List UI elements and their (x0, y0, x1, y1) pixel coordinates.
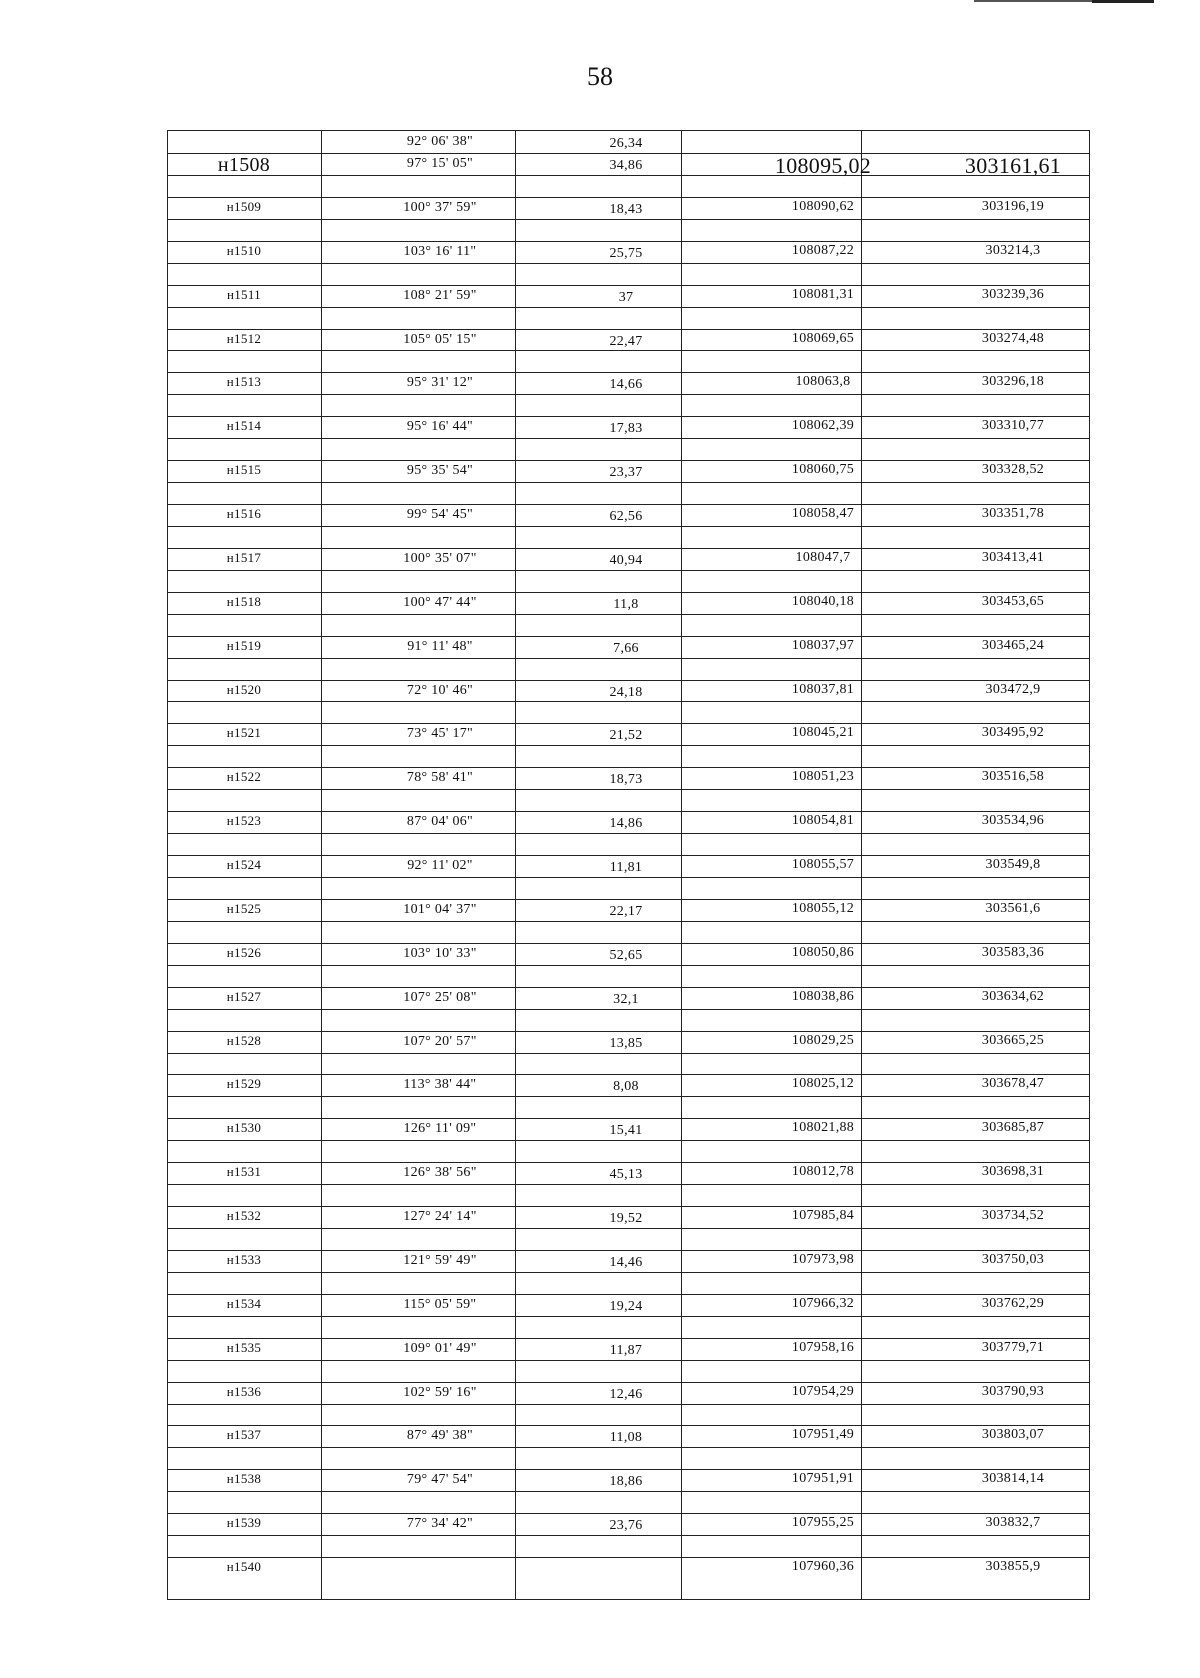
table-row (168, 526, 1089, 569)
coordinates-table (167, 130, 1090, 1600)
table-row (168, 965, 1089, 1008)
segment-angle: 109° 01' 49" (403, 1341, 477, 1356)
coord-x: 108012,78 (791, 1164, 855, 1179)
segment-distance: 14,66 (609, 377, 643, 392)
coord-x: 107985,84 (791, 1208, 855, 1223)
coord-y: 303465,24 (981, 638, 1045, 653)
table-row (168, 1491, 1089, 1534)
point-name: н1529 (226, 1076, 262, 1091)
coord-x: 107960,36 (791, 1559, 855, 1574)
table-row (168, 1140, 1089, 1183)
segment-distance: 8,08 (613, 1079, 639, 1094)
point-name: н1523 (226, 813, 262, 828)
table-row (168, 394, 1089, 437)
coord-x: 108060,75 (791, 462, 855, 477)
table-row (168, 1272, 1089, 1315)
segment-angle: 99° 54' 45" (406, 507, 474, 522)
coord-y: 303665,25 (981, 1033, 1045, 1048)
coord-x: 108063,8 (795, 374, 851, 389)
segment-distance: 11,81 (609, 860, 643, 875)
coord-x: 107958,16 (791, 1340, 855, 1355)
segment-angle: 87° 49' 38" (406, 1428, 474, 1443)
coord-x: 108095,02 (774, 153, 872, 178)
segment-distance: 37 (618, 290, 634, 305)
coord-y: 303832,7 (985, 1515, 1041, 1530)
coord-y: 303790,93 (981, 1384, 1045, 1399)
segment-distance: 22,17 (609, 904, 643, 919)
point-name: н1527 (226, 989, 262, 1004)
coord-y: 303779,71 (981, 1340, 1045, 1355)
table-row (168, 350, 1089, 393)
point-name: н1524 (226, 857, 262, 872)
segment-angle: 108° 21' 59" (403, 288, 477, 303)
coord-y: 303634,62 (981, 989, 1045, 1004)
table-row (168, 789, 1089, 832)
coord-x: 107954,29 (791, 1384, 855, 1399)
segment-distance: 23,76 (609, 1518, 643, 1533)
point-name: н1533 (226, 1252, 262, 1267)
segment-angle: 100° 37' 59" (403, 200, 477, 215)
point-name: н1531 (226, 1164, 262, 1179)
table-row (168, 877, 1089, 920)
table-row (168, 745, 1089, 788)
segment-distance: 25,75 (609, 246, 643, 261)
table-row (168, 701, 1089, 744)
coord-y: 303214,3 (985, 243, 1041, 258)
segment-angle: 101° 04' 37" (403, 902, 477, 917)
point-name: н1522 (226, 769, 262, 784)
segment-distance: 21,52 (609, 728, 643, 743)
segment-angle: 126° 11' 09" (403, 1121, 477, 1136)
coord-y: 303750,03 (981, 1252, 1045, 1267)
coord-x: 108047,7 (795, 550, 851, 565)
coord-y: 303734,52 (981, 1208, 1045, 1223)
point-name: н1510 (226, 243, 262, 258)
segment-distance: 19,52 (609, 1211, 643, 1226)
point-name: н1517 (226, 550, 262, 565)
coord-y: 303678,47 (981, 1076, 1045, 1091)
segment-angle: 78° 58' 41" (406, 770, 474, 785)
coord-x: 108055,12 (791, 901, 855, 916)
coord-y: 303310,77 (981, 418, 1045, 433)
segment-angle: 102° 59' 16" (403, 1385, 477, 1400)
segment-distance: 23,37 (609, 465, 643, 480)
point-name: н1539 (226, 1515, 262, 1530)
segment-distance: 19,24 (609, 1299, 643, 1314)
coord-x: 107973,98 (791, 1252, 855, 1267)
segment-distance: 40,94 (609, 553, 643, 568)
point-name: н1526 (226, 945, 262, 960)
point-name: н1519 (226, 638, 262, 653)
segment-angle: 95° 35' 54" (406, 463, 474, 478)
table-row (168, 263, 1089, 306)
segment-distance: 24,18 (609, 685, 643, 700)
coord-x: 108051,23 (791, 769, 855, 784)
segment-distance: 7,66 (613, 641, 639, 656)
top-rule-accent (1092, 0, 1154, 3)
segment-angle: 91° 11' 48" (407, 639, 473, 654)
segment-distance: 18,86 (609, 1474, 643, 1489)
coord-x: 108025,12 (791, 1076, 855, 1091)
coord-x: 107951,49 (791, 1427, 855, 1442)
coord-y: 303698,31 (981, 1164, 1045, 1179)
table-row (168, 614, 1089, 657)
segment-distance: 52,65 (609, 948, 643, 963)
coord-x: 108045,21 (791, 725, 855, 740)
segment-angle: 79° 47' 54" (406, 1472, 474, 1487)
coord-y: 303296,18 (981, 374, 1045, 389)
coord-y: 303561,6 (985, 901, 1041, 916)
segment-angle: 72° 10' 46" (406, 683, 474, 698)
segment-distance: 18,73 (609, 772, 643, 787)
point-name: н1532 (226, 1208, 262, 1223)
segment-distance: 11,8 (613, 597, 639, 612)
table-row (168, 219, 1089, 262)
segment-angle: 73° 45' 17" (406, 726, 474, 741)
coord-x: 107966,32 (791, 1296, 855, 1311)
coord-y: 303814,14 (981, 1471, 1045, 1486)
segment-angle: 92° 11' 02" (407, 858, 473, 873)
point-name: н1535 (226, 1340, 262, 1355)
table-row (168, 1009, 1089, 1052)
table-row (168, 1184, 1089, 1227)
segment-angle: 95° 31' 12" (406, 375, 474, 390)
page-number: 58 (587, 62, 613, 91)
table-row (168, 1316, 1089, 1359)
segment-angle: 126° 38' 56" (403, 1165, 477, 1180)
segment-distance: 11,87 (609, 1343, 643, 1358)
segment-angle: 105° 05' 15" (403, 332, 477, 347)
coord-y: 303161,61 (964, 153, 1062, 178)
coord-x: 108069,65 (791, 331, 855, 346)
point-name: н1530 (226, 1120, 262, 1135)
segment-angle: 115° 05' 59" (403, 1297, 477, 1312)
segment-distance: 12,46 (609, 1387, 643, 1402)
point-name: н1516 (226, 506, 262, 521)
coord-x: 108050,86 (791, 945, 855, 960)
segment-angle: 121° 59' 49" (403, 1253, 477, 1268)
segment-distance: 13,85 (609, 1036, 643, 1051)
coord-y: 303351,78 (981, 506, 1045, 521)
table-row (168, 833, 1089, 876)
point-name: н1514 (226, 418, 262, 433)
coord-x: 108087,22 (791, 243, 855, 258)
coord-y: 303803,07 (981, 1427, 1045, 1442)
segment-distance: 62,56 (609, 509, 643, 524)
coord-x: 108037,81 (791, 682, 855, 697)
segment-angle: 107° 25' 08" (403, 990, 477, 1005)
coord-x: 108058,47 (791, 506, 855, 521)
segment-angle: 95° 16' 44" (406, 419, 474, 434)
coord-y: 303583,36 (981, 945, 1045, 960)
segment-distance: 14,86 (609, 816, 643, 831)
segment-angle: 100° 35' 07" (403, 551, 477, 566)
coord-y: 303549,8 (985, 857, 1041, 872)
segment-distance: 26,34 (609, 136, 643, 151)
coord-y: 303196,19 (981, 199, 1045, 214)
table-row (168, 438, 1089, 481)
coord-y: 303534,96 (981, 813, 1045, 828)
coord-y: 303495,92 (981, 725, 1045, 740)
segment-distance: 14,46 (609, 1255, 643, 1270)
point-name: н1508 (217, 154, 271, 176)
table-row (168, 1447, 1089, 1490)
coord-y: 303685,87 (981, 1120, 1045, 1135)
point-name: н1509 (226, 199, 262, 214)
coord-x: 107951,91 (791, 1471, 855, 1486)
point-name: н1534 (226, 1296, 262, 1311)
segment-distance: 22,47 (609, 334, 643, 349)
point-name: н1513 (226, 374, 262, 389)
table-row (168, 1535, 1089, 1578)
coord-x: 108054,81 (791, 813, 855, 828)
segment-angle: 92° 06' 38" (406, 134, 474, 149)
point-name: н1512 (226, 331, 262, 346)
segment-angle: 127° 24' 14" (403, 1209, 477, 1224)
table-row (168, 307, 1089, 350)
coord-x: 108055,57 (791, 857, 855, 872)
segment-angle: 100° 47' 44" (403, 595, 477, 610)
segment-distance: 45,13 (609, 1167, 643, 1182)
segment-distance: 11,08 (609, 1430, 643, 1445)
coord-y: 303472,9 (985, 682, 1041, 697)
coord-y: 303413,41 (981, 550, 1045, 565)
table-row (168, 1360, 1089, 1403)
point-name: н1515 (226, 462, 262, 477)
point-name: н1536 (226, 1384, 262, 1399)
segment-angle: 103° 16' 11" (403, 244, 477, 259)
point-name: н1540 (226, 1559, 262, 1574)
coord-x: 108062,39 (791, 418, 855, 433)
coord-x: 108038,86 (791, 989, 855, 1004)
coord-x: 108029,25 (791, 1033, 855, 1048)
point-name: н1521 (226, 725, 262, 740)
segment-distance: 18,43 (609, 202, 643, 217)
segment-distance: 15,41 (609, 1123, 643, 1138)
coord-y: 303855,9 (985, 1559, 1041, 1574)
segment-angle: 107° 20' 57" (403, 1034, 477, 1049)
coord-x: 108021,88 (791, 1120, 855, 1135)
table-row (168, 482, 1089, 525)
segment-distance: 34,86 (609, 158, 643, 173)
coord-y: 303328,52 (981, 462, 1045, 477)
coord-y: 303453,65 (981, 594, 1045, 609)
table-row (168, 175, 1089, 218)
coord-y: 303516,58 (981, 769, 1045, 784)
coord-y: 303274,48 (981, 331, 1045, 346)
segment-angle: 113° 38' 44" (403, 1077, 477, 1092)
segment-angle: 103° 10' 33" (403, 946, 477, 961)
coord-x: 108040,18 (791, 594, 855, 609)
table-row (168, 658, 1089, 701)
segment-angle: 87° 04' 06" (406, 814, 474, 829)
table-row (168, 1052, 1089, 1095)
point-name: н1511 (227, 287, 261, 302)
coord-x: 108081,31 (791, 287, 855, 302)
point-name: н1520 (226, 682, 262, 697)
coord-x: 107955,25 (791, 1515, 855, 1530)
table-row (168, 1403, 1089, 1446)
table-row (168, 1228, 1089, 1271)
table-row (168, 1096, 1089, 1139)
segment-angle: 97° 15' 05" (406, 156, 474, 171)
point-name: н1538 (226, 1471, 262, 1486)
table-row (168, 570, 1089, 613)
point-name: н1528 (226, 1033, 262, 1048)
segment-distance: 32,1 (613, 992, 639, 1007)
point-name: н1525 (226, 901, 262, 916)
point-name: н1518 (226, 594, 262, 609)
coord-x: 108037,97 (791, 638, 855, 653)
point-name: н1537 (226, 1427, 262, 1442)
segment-angle: 77° 34' 42" (406, 1516, 474, 1531)
segment-distance: 17,83 (609, 421, 643, 436)
table-row (168, 131, 1089, 178)
coord-y: 303762,29 (981, 1296, 1045, 1311)
coord-x: 108090,62 (791, 199, 855, 214)
table-row (168, 921, 1089, 964)
coord-y: 303239,36 (981, 287, 1045, 302)
